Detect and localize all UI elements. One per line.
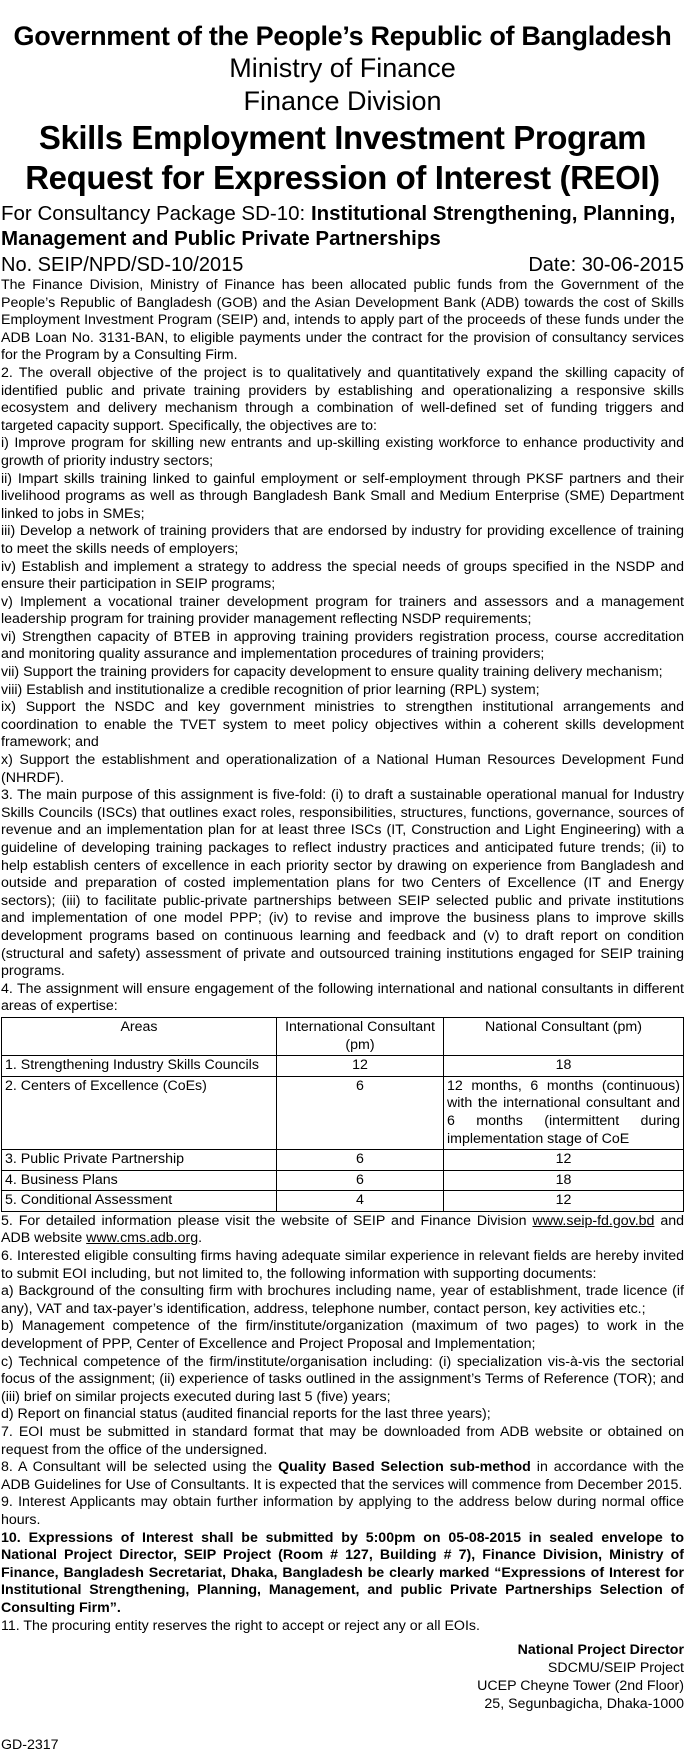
consultant-table [1,1017,684,1212]
government-title: Government of the People’s Republic of Bangladesh [13,21,672,51]
objective-item: iii) Develop a network of training providers that are endorsed by industry for providing excellence of training to meet the skills needs of employers; [1,523,684,557]
paragraph-1: The Finance Division, Ministry of Finance has been allocated public funds from the Government of the People’s Republic of Bangladesh (GOB) and the Asian Development Bank (ADB) towards the cost of Skills Employment Investment Program (SEIP) and, intends to apply part of the proceeds of these funds under the ADB Loan No. 3131-BAN, to eligible payments under the contract for the provision of consultancy services for the Program by a Consulting Firm. [1,277,684,364]
area-cell: 4. Business Plans [2,1170,277,1191]
area-cell: 2. Centers of Excellence (CoEs) [2,1076,277,1149]
paragraph-2: 2. The overall objective of the project is to qualitatively and quantitatively expand the skilling capacity of identified public and private training providers by establishing and operationalizing a responsive skills ecosystem and delivery mechanism through a combination of well-defined set of funding triggers and targeted capacity support. Specifically, the objectives are to: [1,364,684,434]
program-title: Skills Employment Investment Program [38,119,647,156]
table-row [2,1076,684,1149]
objective-item: ii) Impart skills training linked to gainful employment or self-employment through PKSF partners and their livelihood programs as well as through Bangladesh Bank Small and Medium Enterprise (SME) Department linked to jobs in SMEs; [1,470,684,522]
notice-title: Request for Expression of Interest (REOI) [25,159,660,196]
eoi-requirement-item: c) Technical competence of the firm/institute/organisation including: (i) specialization vis-à-vis the sectorial focus of the assignment; (ii) experience of tasks outlined in the assignment’s Terms of Reference (TOR); and (iii) brief on similar projects executed during last 5 (five) years; [1,1353,684,1405]
signatory-title: National Project Director [517,1642,684,1659]
eoi-requirement-item: b) Management competence of the firm/institute/organization (maximum of two pages) to work in the development of PPP, Center of Excellence and Project Proposal and Implementation; [1,1318,684,1353]
paragraph-5-text: and ADB website [1,1212,684,1247]
seip-website-link[interactable]: www.seip-fd.gov.bd [532,1212,655,1229]
national-cell: 18 [444,1170,684,1191]
package-title: Institutional Strengthening, Planning, Management and Public Private Partnerships [1,202,676,250]
international-cell: 6 [277,1150,444,1171]
column-header-international: International Consultant (pm) [277,1017,444,1055]
table-row [2,1191,684,1212]
area-cell: 3. Public Private Partnership [2,1150,277,1171]
signatory-address-1: UCEP Cheyne Tower (2nd Floor) [477,1678,684,1695]
objective-item: iv) Establish and implement a strategy to address the special needs of groups specified in the NSDP and ensure their participation in SEIP programs; [1,558,684,593]
objective-item: vi) Strengthen capacity of BTEB in approving training providers registration process, course accreditation and monitoring quality assurance and implementation procedures of training providers; [1,628,684,663]
national-cell: 12 months, 6 months (continuous) with the international consultant and 6 months (intermittent during implementation stage of CoE [444,1076,684,1149]
reference-line [1,253,684,277]
signature-block [1,1641,684,1713]
package-prefix: For Consultancy Package SD-10: [1,202,311,225]
national-cell: 12 [444,1191,684,1212]
objective-item: x) Support the establishment and operationalization of a National Human Resources Development Fund (NHRDF). [1,752,684,786]
paragraph-4: 4. The assignment will ensure engagement of the following international and national consultants in different areas of expertise: [1,980,684,1015]
national-cell: 12 [444,1150,684,1171]
paragraph-9: 9. Interest Applicants may obtain further information by applying to the address below during normal office hours. [1,1494,684,1528]
international-cell: 12 [277,1056,444,1077]
area-cell: 5. Conditional Assessment [2,1191,277,1212]
notice-body [1,277,684,1635]
objective-item: viii) Establish and institutionalize a credible recognition of prior learning (RPL) system; [1,681,540,698]
footer-code: GD-2317 [1,1737,59,1754]
paragraph-10: 10. Expressions of Interest shall be submitted by 5:00pm on 05-08-2015 in sealed envelope to National Project Director, SEIP Project (Room # 127, Building # 7), Finance Division, Ministry of Finance, Bangladesh Secretariat, Dhaka, Bangladesh be clearly marked “Expressions of Interest for Institutional Strengthening, Planning, Management, and public Private Partnerships Selection of Consulting Firm”. [1,1529,684,1616]
paragraph-7: 7. EOI must be submitted in standard format that may be downloaded from ADB website or obtained on request from the office of the undersigned. [1,1424,684,1458]
paragraph-3: 3. The main purpose of this assignment is five-fold: (i) to draft a sustainable operational manual for Industry Skills Councils (ISCs) that outlines exact roles, responsibilities, structures, functions, governance, sources of revenue and an implementation plan for at least three ISCs (IT, Construction and Light Engineering) with a guideline of developing training packages to reflect industry practices and anticipated future trends; (ii) to help establish centers of excellence in each priority sector by drawing on experience from Bangladesh and outside and preparation of costed implementation plans for two Centers of Excellence (IT and Energy sectors); (iii) to facilitate public-private partnerships between SEIP selected public and private institutions and implementation of one model PPP; (iv) to revise and improve the business plans to improve skills development programs based on continuous learning and feedback and (v) to draft report on condition (structural and safety) assessment of private and outsourced training institutions engaged for SEIP training programs. [1,787,684,980]
reference-number: No. SEIP/NPD/SD-10/2015 [1,254,244,276]
adb-website-link[interactable]: www.cms.adb.org [86,1230,199,1247]
national-cell: 18 [444,1056,684,1077]
objective-item: v) Implement a vocational trainer development program for trainers and assessors and a management leadership program for training provider management reflecting NSDP requirements; [1,593,684,628]
international-cell: 6 [277,1076,444,1149]
paragraph-5 [1,1213,684,1248]
notice-header [1,20,684,198]
notice-date: Date: 30-06-2015 [528,254,684,276]
signatory-address-2: 25, Segunbagicha, Dhaka-1000 [484,1696,684,1713]
international-cell: 6 [277,1170,444,1191]
paragraph-5-text: 5. For detailed information please visit the website of SEIP and Finance Division [1,1212,533,1229]
paragraph-5-text: . [198,1230,203,1247]
eoi-requirement-item: d) Report on financial status (audited financial reports for the last three years); [1,1406,491,1423]
objective-item: ix) Support the NSDC and key government ministries to strengthen institutional arrangements and coordination to enable the TVET system to meet policy objectives within a coherent skills development framework; and [1,699,684,751]
international-cell: 4 [277,1191,444,1212]
table-row [2,1150,684,1171]
objective-item: i) Improve program for skilling new entrants and up-skilling existing workforce to enhance productivity and growth of priority industry sectors; [1,435,684,469]
eoi-requirement-item: a) Background of the consulting firm with brochures including name, year of establishment, trade licence (if any), VAT and tax-payer’s identification, address, telephone number, contact person, key activities etc.; [1,1283,684,1317]
paragraph-8 [1,1459,684,1494]
ministry-title: Ministry of Finance [229,53,456,83]
table-row [2,1056,684,1077]
signatory-office: SDCMU/SEIP Project [547,1660,684,1677]
paragraph-8-text: in accordance with the ADB Guidelines for Use of Consultants. It is expected that the services will commence from December 2015. [1,1459,684,1493]
package-line [1,201,684,251]
table-header-row [2,1017,684,1055]
paragraph-11: 11. The procuring entity reserves the right to accept or reject any or all EOIs. [1,1617,480,1634]
division-title: Finance Division [243,86,442,116]
paragraph-6: 6. Interested eligible consulting firms having adequate similar experience in relevant fields are hereby invited to submit EOI including, but not limited to, the following information with supporting documents: [1,1248,684,1282]
selection-method: Quality Based Selection sub-method [278,1459,531,1476]
objective-item: vii) Support the training providers for capacity development to ensure quality training delivery mechanism; [1,664,663,681]
column-header-areas: Areas [2,1017,277,1055]
paragraph-8-text: 8. A Consultant will be selected using the [1,1459,279,1476]
area-cell: 1. Strengthening Industry Skills Councils [2,1056,277,1077]
table-row [2,1170,684,1191]
column-header-national: National Consultant (pm) [444,1017,684,1055]
